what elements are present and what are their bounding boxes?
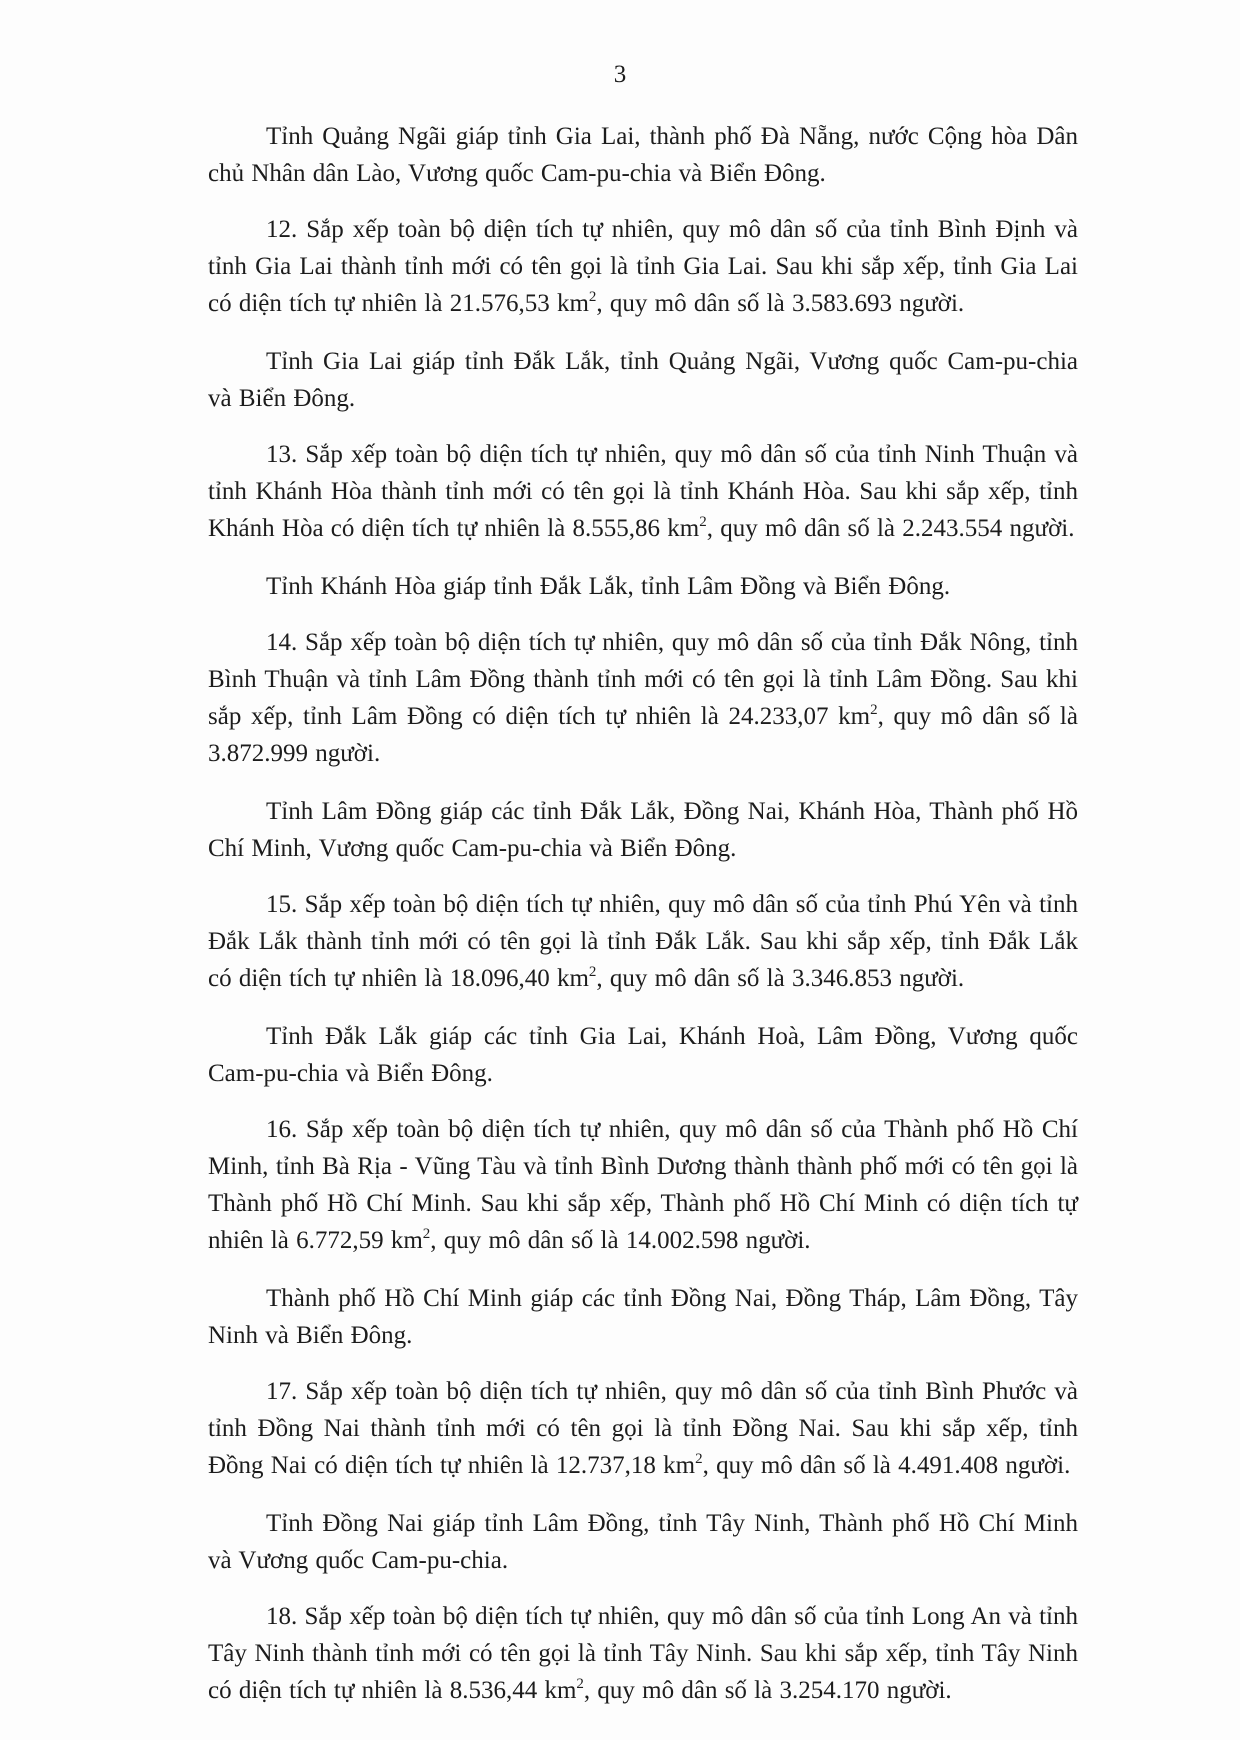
paragraph-text: 12. Sắp xếp toàn bộ diện tích tự nhiên, quy mô dân số của tỉnh Bình Định và tỉnh Gia Lai thành tỉnh mới có tên gọi là tỉnh Gia Lai. Sau khi sắp xếp, tỉnh Gia Lai có diện tích tự nhiên là 21.576,53 km	[208, 216, 1078, 317]
arrangement-paragraph	[208, 1111, 1078, 1259]
paragraph-text: Tỉnh Gia Lai giáp tỉnh Đắk Lắk, tỉnh Quảng Ngãi, Vương quốc Cam-pu-chia và Biển Đông.	[208, 348, 1078, 412]
arrangement-paragraph	[208, 436, 1078, 547]
superscript: 2	[699, 514, 707, 530]
paragraph-text: Tỉnh Quảng Ngãi giáp tỉnh Gia Lai, thành phố Đà Nẵng, nước Cộng hòa Dân chủ Nhân dân Lào, Vương quốc Cam-pu-chia và Biển Đông.	[208, 123, 1078, 187]
paragraph-text: 14. Sắp xếp toàn bộ diện tích tự nhiên, quy mô dân số của tỉnh Đắk Nông, tỉnh Bình Thuận và tỉnh Lâm Đồng thành tỉnh mới có tên gọi là tỉnh Lâm Đồng. Sau khi sắp xếp, tỉnh Lâm Đồng có diện tích tự nhiên là 24.233,07 km	[208, 629, 1078, 730]
border-paragraph	[208, 793, 1078, 867]
border-paragraph	[208, 568, 1078, 605]
paragraph-text: , quy mô dân số là 3.583.693 người.	[596, 290, 965, 317]
superscript: 2	[695, 1451, 703, 1467]
paragraph-text: Tỉnh Đồng Nai giáp tỉnh Lâm Đồng, tỉnh Tây Ninh, Thành phố Hồ Chí Minh và Vương quốc Cam-pu-chia.	[208, 1510, 1078, 1574]
paragraph-text: , quy mô dân số là 14.002.598 người.	[430, 1227, 811, 1254]
arrangement-paragraph	[208, 1373, 1078, 1484]
paragraph-text: 15. Sắp xếp toàn bộ diện tích tự nhiên, quy mô dân số của tỉnh Phú Yên và tỉnh Đắk Lắk thành tỉnh mới có tên gọi là tỉnh Đắk Lắk. Sau khi sắp xếp, tỉnh Đắk Lắk có diện tích tự nhiên là 18.096,40 km	[208, 891, 1078, 992]
paragraph-text: , quy mô dân số là 4.491.408 người.	[702, 1452, 1071, 1479]
superscript: 2	[422, 1226, 431, 1242]
paragraph-text: , quy mô dân số là 3.254.170 người.	[583, 1677, 952, 1704]
border-paragraph	[208, 1018, 1078, 1092]
superscript: 2	[588, 289, 597, 305]
page-number: 3	[613, 61, 627, 88]
border-paragraph	[208, 1280, 1078, 1354]
border-paragraph	[208, 118, 1078, 192]
superscript: 2	[588, 964, 597, 980]
paragraph-text: Tỉnh Đắk Lắk giáp các tỉnh Gia Lai, Khánh Hoà, Lâm Đồng, Vương quốc Cam-pu-chia và Biển Đông.	[208, 1023, 1078, 1087]
border-paragraph	[208, 1505, 1078, 1579]
superscript: 2	[870, 702, 878, 718]
arrangement-paragraph	[208, 1598, 1078, 1709]
paragraph-text: 18. Sắp xếp toàn bộ diện tích tự nhiên, quy mô dân số của tỉnh Long An và tỉnh Tây Ninh thành tỉnh mới có tên gọi là tỉnh Tây Ninh. Sau khi sắp xếp, tỉnh Tây Ninh có diện tích tự nhiên là 8.536,44 km	[208, 1603, 1078, 1704]
arrangement-paragraph	[208, 886, 1078, 997]
paragraph-text: Tỉnh Lâm Đồng giáp các tỉnh Đắk Lắk, Đồng Nai, Khánh Hòa, Thành phố Hồ Chí Minh, Vương quốc Cam-pu-chia và Biển Đông.	[208, 798, 1078, 862]
paragraph-text: , quy mô dân số là 2.243.554 người.	[706, 515, 1075, 542]
paragraph-text: Tỉnh Khánh Hòa giáp tỉnh Đắk Lắk, tỉnh Lâm Đồng và Biển Đông.	[266, 573, 951, 600]
arrangement-paragraph	[208, 211, 1078, 322]
document-body	[208, 118, 1078, 1730]
superscript: 2	[576, 1676, 584, 1692]
paragraph-text: 17. Sắp xếp toàn bộ diện tích tự nhiên, quy mô dân số của tỉnh Bình Phước và tỉnh Đồng Nai thành tỉnh mới có tên gọi là tỉnh Đồng Nai. Sau khi sắp xếp, tỉnh Đồng Nai có diện tích tự nhiên là 12.737,18 km	[208, 1378, 1078, 1479]
paragraph-text: , quy mô dân số là 3.346.853 người.	[596, 965, 965, 992]
arrangement-paragraph	[208, 624, 1078, 772]
paragraph-text: 16. Sắp xếp toàn bộ diện tích tự nhiên, quy mô dân số của Thành phố Hồ Chí Minh, tỉnh Bà Rịa - Vũng Tàu và tỉnh Bình Dương thành thành phố mới có tên gọi là Thành phố Hồ Chí Minh. Sau khi sắp xếp, Thành phố Hồ Chí Minh có diện tích tự nhiên là 6.772,59 km	[208, 1116, 1078, 1254]
border-paragraph	[208, 343, 1078, 417]
paragraph-text: 13. Sắp xếp toàn bộ diện tích tự nhiên, quy mô dân số của tỉnh Ninh Thuận và tỉnh Khánh Hòa thành tỉnh mới có tên gọi là tỉnh Khánh Hòa. Sau khi sắp xếp, tỉnh Khánh Hòa có diện tích tự nhiên là 8.555,86 km	[208, 441, 1078, 542]
paragraph-text: Thành phố Hồ Chí Minh giáp các tỉnh Đồng Nai, Đồng Tháp, Lâm Đồng, Tây Ninh và Biển Đông.	[208, 1285, 1078, 1349]
paragraph-text: , quy mô dân số là 3.872.999 người.	[208, 703, 1078, 767]
